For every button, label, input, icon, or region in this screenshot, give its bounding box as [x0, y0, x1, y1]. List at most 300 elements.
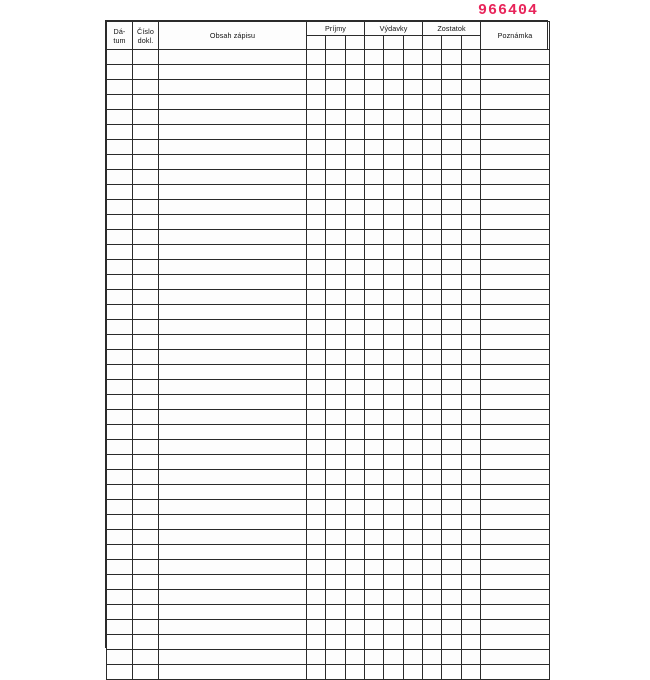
cell-expenses[interactable] [365, 485, 423, 500]
cell-income[interactable] [307, 110, 365, 125]
cell-expenses[interactable] [365, 365, 423, 380]
cell-note[interactable] [481, 425, 550, 440]
cell-income-digit[interactable] [346, 140, 364, 154]
cell-expenses[interactable] [365, 605, 423, 620]
cell-balance-digit[interactable] [423, 110, 442, 124]
cell-income-digit[interactable] [307, 185, 326, 199]
cell-expenses[interactable] [365, 50, 423, 65]
cell-income-digit[interactable] [346, 485, 364, 499]
cell-income-digit[interactable] [346, 155, 364, 169]
cell-income-digit[interactable] [326, 305, 345, 319]
cell-description[interactable] [159, 650, 307, 665]
cell-income-digit[interactable] [307, 80, 326, 94]
cell-income[interactable] [307, 245, 365, 260]
cell-balance-digit[interactable] [442, 455, 461, 469]
cell-balance-digit[interactable] [442, 410, 461, 424]
cell-income-digit[interactable] [307, 200, 326, 214]
cell-expenses-digit[interactable] [365, 575, 384, 589]
cell-income-digit[interactable] [346, 170, 364, 184]
cell-expenses[interactable] [365, 515, 423, 530]
cell-income-digit[interactable] [326, 230, 345, 244]
cell-expenses-digit[interactable] [404, 350, 422, 364]
cell-income[interactable] [307, 665, 365, 680]
cell-expenses-digit[interactable] [384, 110, 403, 124]
cell-balance-digit[interactable] [462, 245, 480, 259]
cell-income-digit[interactable] [326, 590, 345, 604]
cell-date[interactable] [107, 455, 133, 470]
cell-income-digit[interactable] [326, 320, 345, 334]
cell-expenses-digit[interactable] [404, 230, 422, 244]
cell-income[interactable] [307, 185, 365, 200]
cell-note[interactable] [481, 245, 550, 260]
cell-note[interactable] [481, 50, 550, 65]
cell-balance-digit[interactable] [442, 215, 461, 229]
cell-balance-digit[interactable] [442, 665, 461, 679]
cell-balance-digit[interactable] [462, 170, 480, 184]
cell-balance-digit[interactable] [423, 500, 442, 514]
cell-doc_no[interactable] [133, 155, 159, 170]
cell-income-digit[interactable] [307, 245, 326, 259]
cell-description[interactable] [159, 395, 307, 410]
cell-expenses-digit[interactable] [404, 635, 422, 649]
cell-income-digit[interactable] [326, 110, 345, 124]
cell-balance-digit[interactable] [442, 335, 461, 349]
cell-doc_no[interactable] [133, 305, 159, 320]
cell-balance-digit[interactable] [442, 365, 461, 379]
cell-balance[interactable] [423, 395, 481, 410]
table-row[interactable] [107, 395, 550, 410]
cell-note[interactable] [481, 290, 550, 305]
cell-note[interactable] [481, 365, 550, 380]
cell-balance-digit[interactable] [423, 455, 442, 469]
cell-expenses[interactable] [365, 335, 423, 350]
cell-income-digit[interactable] [326, 125, 345, 139]
cell-note[interactable] [481, 515, 550, 530]
cell-expenses-digit[interactable] [384, 485, 403, 499]
cell-income-digit[interactable] [326, 560, 345, 574]
cell-balance-digit[interactable] [423, 320, 442, 334]
cell-income-digit[interactable] [346, 515, 364, 529]
cell-income[interactable] [307, 410, 365, 425]
cell-note[interactable] [481, 215, 550, 230]
cell-income-digit[interactable] [346, 470, 364, 484]
cell-income[interactable] [307, 290, 365, 305]
cell-description[interactable] [159, 350, 307, 365]
cell-income-digit[interactable] [326, 80, 345, 94]
cell-balance-digit[interactable] [462, 230, 480, 244]
cell-expenses[interactable] [365, 170, 423, 185]
cell-description[interactable] [159, 425, 307, 440]
cell-balance-digit[interactable] [423, 575, 442, 589]
table-row[interactable] [107, 80, 550, 95]
table-row[interactable] [107, 50, 550, 65]
cell-date[interactable] [107, 185, 133, 200]
cell-balance[interactable] [423, 560, 481, 575]
cell-description[interactable] [159, 485, 307, 500]
cell-expenses-digit[interactable] [404, 365, 422, 379]
cell-expenses-digit[interactable] [404, 515, 422, 529]
cell-expenses[interactable] [365, 380, 423, 395]
cell-balance-digit[interactable] [423, 425, 442, 439]
cell-balance-digit[interactable] [462, 320, 480, 334]
cell-balance-digit[interactable] [423, 350, 442, 364]
cell-description[interactable] [159, 215, 307, 230]
cell-income-digit[interactable] [307, 305, 326, 319]
cell-doc_no[interactable] [133, 290, 159, 305]
cell-balance-digit[interactable] [442, 275, 461, 289]
cell-note[interactable] [481, 485, 550, 500]
table-row[interactable] [107, 410, 550, 425]
cell-note[interactable] [481, 410, 550, 425]
cell-balance-digit[interactable] [442, 545, 461, 559]
cell-expenses-digit[interactable] [365, 590, 384, 604]
cell-balance[interactable] [423, 275, 481, 290]
table-row[interactable] [107, 185, 550, 200]
cell-income-digit[interactable] [307, 485, 326, 499]
cell-balance[interactable] [423, 215, 481, 230]
cell-note[interactable] [481, 545, 550, 560]
cell-description[interactable] [159, 545, 307, 560]
cell-note[interactable] [481, 350, 550, 365]
cell-doc_no[interactable] [133, 230, 159, 245]
cell-description[interactable] [159, 410, 307, 425]
cell-description[interactable] [159, 605, 307, 620]
cell-expenses-digit[interactable] [365, 65, 384, 79]
cell-income[interactable] [307, 125, 365, 140]
cell-income-digit[interactable] [307, 125, 326, 139]
cell-income[interactable] [307, 575, 365, 590]
table-row[interactable] [107, 455, 550, 470]
cell-expenses-digit[interactable] [384, 530, 403, 544]
cell-expenses-digit[interactable] [384, 290, 403, 304]
cell-balance-digit[interactable] [442, 260, 461, 274]
cell-balance-digit[interactable] [442, 620, 461, 634]
cell-balance-digit[interactable] [442, 230, 461, 244]
cell-income-digit[interactable] [346, 320, 364, 334]
cell-expenses-digit[interactable] [404, 605, 422, 619]
cell-date[interactable] [107, 320, 133, 335]
cell-doc_no[interactable] [133, 65, 159, 80]
cell-doc_no[interactable] [133, 575, 159, 590]
cell-description[interactable] [159, 560, 307, 575]
cell-note[interactable] [481, 500, 550, 515]
cell-income-digit[interactable] [346, 50, 364, 64]
cell-date[interactable] [107, 65, 133, 80]
cell-income-digit[interactable] [326, 485, 345, 499]
cell-date[interactable] [107, 425, 133, 440]
cell-balance-digit[interactable] [462, 155, 480, 169]
cell-expenses-digit[interactable] [365, 440, 384, 454]
cell-income[interactable] [307, 545, 365, 560]
cell-income[interactable] [307, 380, 365, 395]
cell-balance-digit[interactable] [423, 50, 442, 64]
cell-expenses-digit[interactable] [384, 200, 403, 214]
cell-income-digit[interactable] [326, 50, 345, 64]
cell-income-digit[interactable] [346, 530, 364, 544]
cell-balance[interactable] [423, 245, 481, 260]
cell-expenses-digit[interactable] [365, 665, 384, 679]
cell-income-digit[interactable] [326, 365, 345, 379]
cell-doc_no[interactable] [133, 140, 159, 155]
cell-balance[interactable] [423, 545, 481, 560]
cell-description[interactable] [159, 365, 307, 380]
cell-income-digit[interactable] [307, 140, 326, 154]
cell-doc_no[interactable] [133, 335, 159, 350]
cell-expenses-digit[interactable] [365, 95, 384, 109]
cell-date[interactable] [107, 605, 133, 620]
cell-date[interactable] [107, 215, 133, 230]
cell-expenses-digit[interactable] [404, 320, 422, 334]
cell-income-digit[interactable] [326, 95, 345, 109]
cell-description[interactable] [159, 245, 307, 260]
cell-description[interactable] [159, 320, 307, 335]
cell-income-digit[interactable] [307, 470, 326, 484]
cell-balance-digit[interactable] [423, 365, 442, 379]
cell-expenses-digit[interactable] [384, 80, 403, 94]
cell-income-digit[interactable] [326, 425, 345, 439]
cell-balance-digit[interactable] [442, 185, 461, 199]
cell-balance-digit[interactable] [462, 365, 480, 379]
cell-balance-digit[interactable] [423, 335, 442, 349]
cell-expenses-digit[interactable] [365, 125, 384, 139]
cell-note[interactable] [481, 65, 550, 80]
cell-description[interactable] [159, 230, 307, 245]
cell-expenses-digit[interactable] [365, 425, 384, 439]
cell-expenses-digit[interactable] [365, 485, 384, 499]
cell-income[interactable] [307, 305, 365, 320]
cell-expenses[interactable] [365, 410, 423, 425]
cell-balance-digit[interactable] [423, 485, 442, 499]
cell-description[interactable] [159, 170, 307, 185]
cell-balance-digit[interactable] [423, 140, 442, 154]
cell-balance-digit[interactable] [423, 170, 442, 184]
cell-expenses-digit[interactable] [404, 95, 422, 109]
cell-doc_no[interactable] [133, 560, 159, 575]
cell-balance[interactable] [423, 170, 481, 185]
cell-balance-digit[interactable] [423, 590, 442, 604]
cell-expenses-digit[interactable] [404, 170, 422, 184]
cell-description[interactable] [159, 590, 307, 605]
cell-income-digit[interactable] [326, 185, 345, 199]
cell-expenses-digit[interactable] [365, 230, 384, 244]
cell-note[interactable] [481, 155, 550, 170]
cell-balance-digit[interactable] [442, 515, 461, 529]
cell-income-digit[interactable] [307, 260, 326, 274]
cell-income-digit[interactable] [326, 455, 345, 469]
cell-balance-digit[interactable] [423, 440, 442, 454]
cell-income-digit[interactable] [346, 440, 364, 454]
cell-balance-digit[interactable] [442, 50, 461, 64]
cell-income[interactable] [307, 170, 365, 185]
cell-expenses-digit[interactable] [365, 335, 384, 349]
cell-income-digit[interactable] [346, 350, 364, 364]
cell-income[interactable] [307, 470, 365, 485]
cell-expenses-digit[interactable] [404, 140, 422, 154]
cell-balance-digit[interactable] [442, 80, 461, 94]
cell-expenses-digit[interactable] [384, 350, 403, 364]
cell-note[interactable] [481, 335, 550, 350]
table-row[interactable] [107, 170, 550, 185]
cell-balance-digit[interactable] [462, 635, 480, 649]
cell-balance-digit[interactable] [462, 200, 480, 214]
cell-expenses-digit[interactable] [384, 605, 403, 619]
cell-balance-digit[interactable] [423, 635, 442, 649]
cell-income-digit[interactable] [307, 290, 326, 304]
cell-date[interactable] [107, 275, 133, 290]
cell-date[interactable] [107, 440, 133, 455]
cell-income[interactable] [307, 605, 365, 620]
cell-balance-digit[interactable] [423, 260, 442, 274]
cell-income-digit[interactable] [307, 605, 326, 619]
cell-balance-digit[interactable] [462, 515, 480, 529]
cell-balance-digit[interactable] [423, 125, 442, 139]
cell-income-digit[interactable] [326, 530, 345, 544]
cell-doc_no[interactable] [133, 605, 159, 620]
cell-balance-digit[interactable] [462, 185, 480, 199]
cell-doc_no[interactable] [133, 410, 159, 425]
cell-income-digit[interactable] [307, 575, 326, 589]
cell-income-digit[interactable] [307, 500, 326, 514]
cell-date[interactable] [107, 50, 133, 65]
cell-income-digit[interactable] [307, 65, 326, 79]
cell-balance-digit[interactable] [423, 65, 442, 79]
cell-balance-digit[interactable] [423, 245, 442, 259]
cell-description[interactable] [159, 155, 307, 170]
cell-expenses[interactable] [365, 65, 423, 80]
cell-balance-digit[interactable] [462, 440, 480, 454]
cell-income[interactable] [307, 530, 365, 545]
cell-expenses[interactable] [365, 290, 423, 305]
cell-income[interactable] [307, 455, 365, 470]
cell-income[interactable] [307, 200, 365, 215]
cell-balance-digit[interactable] [423, 380, 442, 394]
cell-income[interactable] [307, 230, 365, 245]
cell-income-digit[interactable] [326, 275, 345, 289]
cell-income[interactable] [307, 350, 365, 365]
cell-expenses[interactable] [365, 590, 423, 605]
cell-balance[interactable] [423, 665, 481, 680]
table-row[interactable] [107, 110, 550, 125]
cell-balance-digit[interactable] [423, 215, 442, 229]
cell-income[interactable] [307, 395, 365, 410]
cell-income-digit[interactable] [307, 515, 326, 529]
cell-note[interactable] [481, 185, 550, 200]
cell-balance[interactable] [423, 635, 481, 650]
cell-balance-digit[interactable] [462, 650, 480, 664]
cell-expenses[interactable] [365, 305, 423, 320]
cell-balance[interactable] [423, 140, 481, 155]
cell-expenses[interactable] [365, 530, 423, 545]
cell-expenses-digit[interactable] [365, 605, 384, 619]
cell-expenses-digit[interactable] [384, 335, 403, 349]
cell-doc_no[interactable] [133, 260, 159, 275]
cell-date[interactable] [107, 665, 133, 680]
cell-income[interactable] [307, 425, 365, 440]
cell-doc_no[interactable] [133, 320, 159, 335]
cell-income-digit[interactable] [326, 140, 345, 154]
cell-expenses-digit[interactable] [365, 650, 384, 664]
cell-balance-digit[interactable] [442, 350, 461, 364]
cell-date[interactable] [107, 95, 133, 110]
cell-note[interactable] [481, 575, 550, 590]
table-row[interactable] [107, 620, 550, 635]
cell-expenses-digit[interactable] [384, 260, 403, 274]
cell-expenses[interactable] [365, 470, 423, 485]
cell-balance[interactable] [423, 65, 481, 80]
cell-balance[interactable] [423, 590, 481, 605]
cell-note[interactable] [481, 605, 550, 620]
cell-expenses-digit[interactable] [365, 380, 384, 394]
cell-expenses[interactable] [365, 500, 423, 515]
cell-expenses-digit[interactable] [384, 635, 403, 649]
cell-doc_no[interactable] [133, 170, 159, 185]
cell-expenses-digit[interactable] [365, 80, 384, 94]
cell-income-digit[interactable] [346, 380, 364, 394]
cell-balance[interactable] [423, 200, 481, 215]
cell-expenses-digit[interactable] [384, 140, 403, 154]
cell-balance-digit[interactable] [423, 275, 442, 289]
cell-expenses-digit[interactable] [384, 470, 403, 484]
cell-date[interactable] [107, 170, 133, 185]
cell-doc_no[interactable] [133, 95, 159, 110]
cell-income[interactable] [307, 440, 365, 455]
cell-income-digit[interactable] [326, 65, 345, 79]
cell-expenses[interactable] [365, 575, 423, 590]
cell-note[interactable] [481, 530, 550, 545]
cell-doc_no[interactable] [133, 515, 159, 530]
cell-balance-digit[interactable] [462, 65, 480, 79]
cell-expenses[interactable] [365, 95, 423, 110]
cell-description[interactable] [159, 80, 307, 95]
cell-expenses-digit[interactable] [384, 455, 403, 469]
cell-income-digit[interactable] [307, 665, 326, 679]
cell-expenses[interactable] [365, 245, 423, 260]
cell-date[interactable] [107, 350, 133, 365]
cell-expenses-digit[interactable] [365, 155, 384, 169]
cell-income-digit[interactable] [346, 260, 364, 274]
cell-expenses-digit[interactable] [404, 485, 422, 499]
cell-description[interactable] [159, 530, 307, 545]
cell-expenses-digit[interactable] [365, 245, 384, 259]
cell-income-digit[interactable] [326, 440, 345, 454]
cell-balance-digit[interactable] [442, 140, 461, 154]
cell-expenses-digit[interactable] [365, 560, 384, 574]
cell-expenses-digit[interactable] [404, 590, 422, 604]
cell-balance-digit[interactable] [423, 545, 442, 559]
cell-description[interactable] [159, 290, 307, 305]
cell-balance-digit[interactable] [442, 650, 461, 664]
cell-balance-digit[interactable] [462, 125, 480, 139]
cell-income-digit[interactable] [326, 290, 345, 304]
cell-expenses[interactable] [365, 350, 423, 365]
cell-expenses-digit[interactable] [365, 260, 384, 274]
cell-balance-digit[interactable] [462, 95, 480, 109]
cell-description[interactable] [159, 575, 307, 590]
cell-balance-digit[interactable] [462, 470, 480, 484]
cell-income-digit[interactable] [307, 650, 326, 664]
cell-doc_no[interactable] [133, 485, 159, 500]
cell-income-digit[interactable] [326, 215, 345, 229]
cell-doc_no[interactable] [133, 200, 159, 215]
cell-description[interactable] [159, 635, 307, 650]
cell-expenses-digit[interactable] [384, 575, 403, 589]
cell-balance[interactable] [423, 260, 481, 275]
cell-income-digit[interactable] [346, 110, 364, 124]
cell-balance-digit[interactable] [442, 170, 461, 184]
cell-balance-digit[interactable] [442, 485, 461, 499]
table-row[interactable] [107, 485, 550, 500]
cell-balance-digit[interactable] [442, 590, 461, 604]
